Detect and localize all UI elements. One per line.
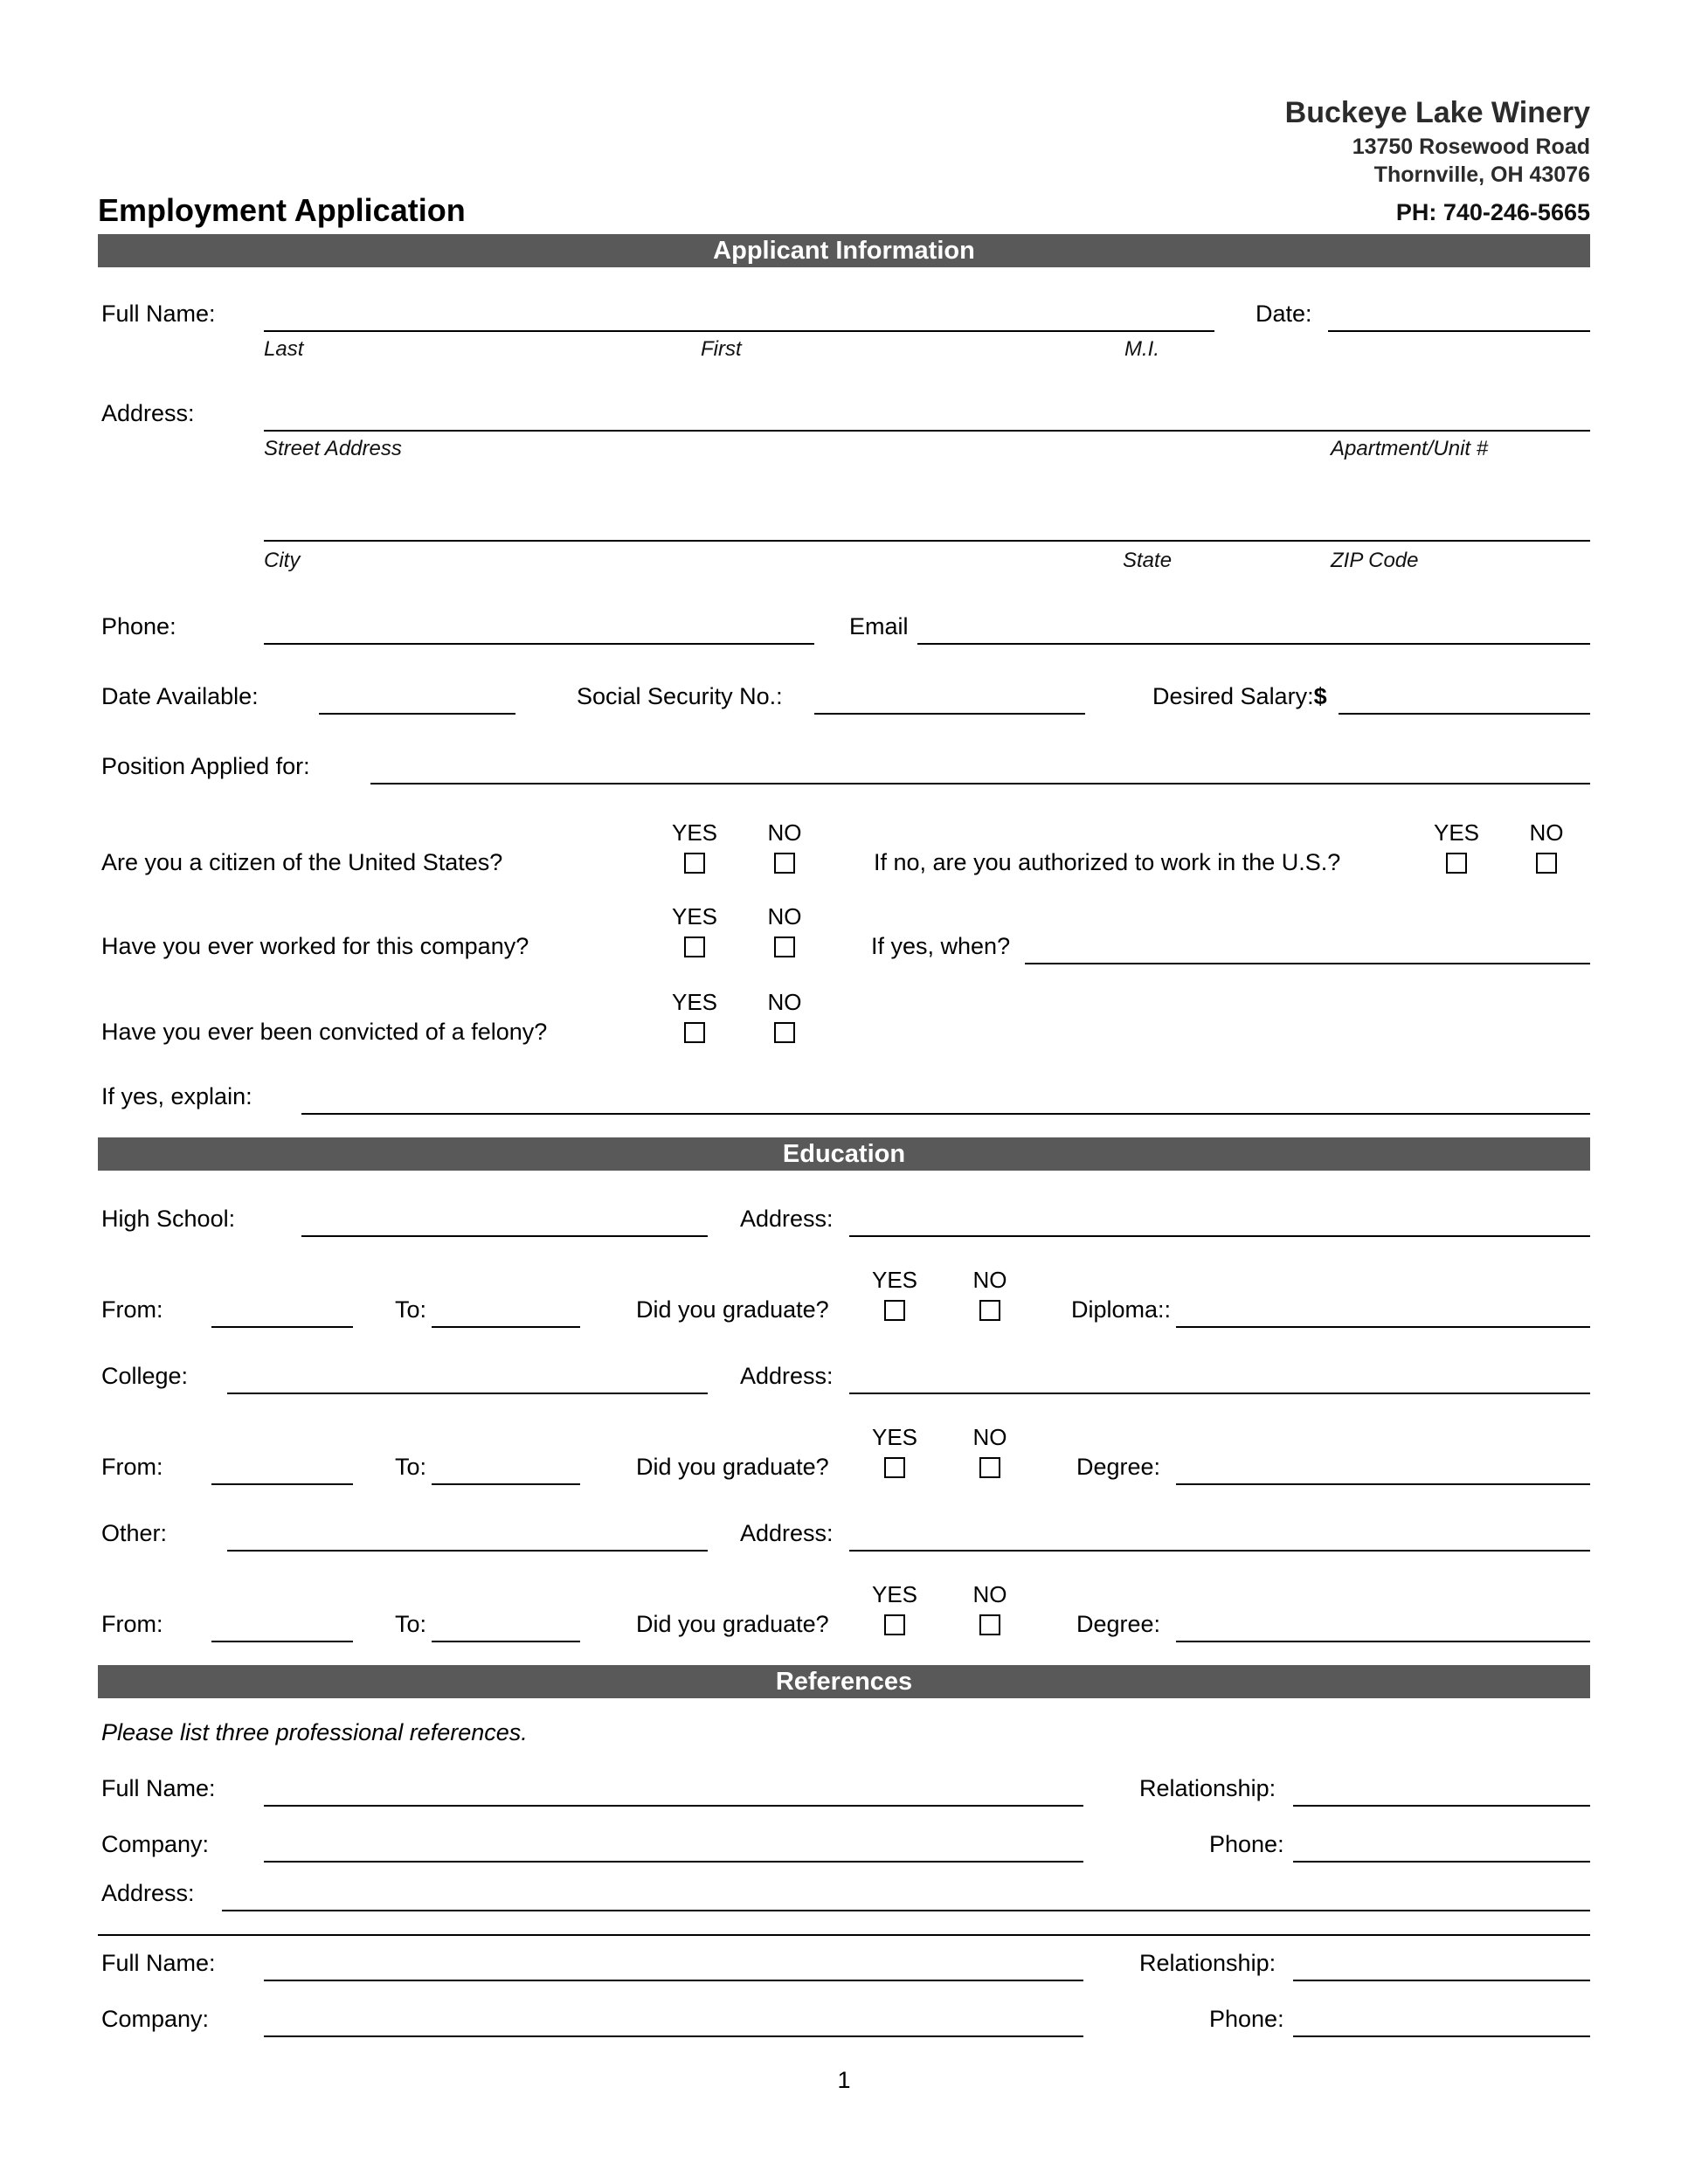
ref2-phone-line[interactable] bbox=[1293, 2035, 1590, 2037]
other-label: Other: bbox=[101, 1520, 168, 1546]
authorized-question: If no, are you authorized to work in the U.S.? bbox=[874, 849, 1341, 875]
college-from-line[interactable] bbox=[211, 1483, 353, 1485]
hs-to-label: To: bbox=[395, 1296, 427, 1323]
ssn-line[interactable] bbox=[814, 713, 1085, 715]
authorized-no-checkbox[interactable] bbox=[1536, 853, 1557, 874]
company-address-line2: Thornville, OH 43076 bbox=[1373, 162, 1590, 187]
email-line[interactable] bbox=[917, 643, 1590, 645]
when-question: If yes, when? bbox=[871, 933, 1011, 959]
other-from-line[interactable] bbox=[211, 1641, 353, 1642]
ref2-company-line[interactable] bbox=[264, 2035, 1083, 2037]
high-school-label: High School: bbox=[101, 1206, 236, 1232]
college-graduate-no-header: NO bbox=[972, 1424, 1007, 1450]
other-graduate-yes-header: YES bbox=[871, 1581, 918, 1607]
ref2-relationship-line[interactable] bbox=[1293, 1980, 1590, 1981]
phone-label: Phone: bbox=[101, 613, 176, 639]
ref1-phone-line[interactable] bbox=[1293, 1861, 1590, 1863]
felony-no-header: NO bbox=[767, 989, 802, 1015]
ref2-full-name-line[interactable] bbox=[264, 1980, 1083, 1981]
desired-salary-text: Desired Salary: bbox=[1152, 683, 1314, 709]
apartment-unit-sublabel: Apartment/Unit # bbox=[1331, 437, 1489, 460]
ref1-address-line[interactable] bbox=[222, 1910, 1590, 1911]
ref2-phone-label: Phone: bbox=[1209, 2006, 1284, 2032]
date-available-line[interactable] bbox=[319, 713, 515, 715]
section-header-references: References bbox=[98, 1665, 1590, 1698]
company-phone: PH: 740-246-5665 bbox=[1395, 199, 1590, 225]
citizen-question: Are you a citizen of the United States? bbox=[101, 849, 503, 875]
when-line[interactable] bbox=[1025, 963, 1590, 964]
high-school-address-line[interactable] bbox=[849, 1235, 1590, 1237]
citizen-yes-header: YES bbox=[671, 819, 718, 846]
college-graduate-question: Did you graduate? bbox=[636, 1454, 829, 1480]
college-to-line[interactable] bbox=[432, 1483, 580, 1485]
hs-graduate-yes-checkbox[interactable] bbox=[884, 1300, 905, 1321]
ref1-address-line-2[interactable] bbox=[98, 1934, 1590, 1936]
other-line[interactable] bbox=[227, 1550, 708, 1552]
ssn-label: Social Security No.: bbox=[577, 683, 783, 709]
authorized-yes-checkbox[interactable] bbox=[1446, 853, 1467, 874]
other-graduate-no-header: NO bbox=[972, 1581, 1007, 1607]
other-to-label: To: bbox=[395, 1611, 427, 1637]
authorized-yes-header: YES bbox=[1433, 819, 1480, 846]
college-address-label: Address: bbox=[740, 1363, 834, 1389]
felony-yes-header: YES bbox=[671, 989, 718, 1015]
college-line[interactable] bbox=[227, 1393, 708, 1394]
desired-salary-line[interactable] bbox=[1339, 713, 1590, 715]
other-graduate-question: Did you graduate? bbox=[636, 1611, 829, 1637]
city-state-zip-line[interactable] bbox=[264, 540, 1590, 542]
last-name-sublabel: Last bbox=[264, 337, 304, 361]
date-available-label: Date Available: bbox=[101, 683, 259, 709]
citizen-no-header: NO bbox=[767, 819, 802, 846]
position-applied-line[interactable] bbox=[370, 783, 1590, 784]
other-degree-label: Degree: bbox=[1076, 1611, 1161, 1637]
position-applied-label: Position Applied for: bbox=[101, 753, 310, 779]
other-degree-line[interactable] bbox=[1176, 1641, 1590, 1642]
ref2-relationship-label: Relationship: bbox=[1139, 1950, 1276, 1976]
college-label: College: bbox=[101, 1363, 189, 1389]
college-graduate-yes-header: YES bbox=[871, 1424, 918, 1450]
explain-label: If yes, explain: bbox=[101, 1083, 253, 1109]
hs-from-label: From: bbox=[101, 1296, 163, 1323]
high-school-address-label: Address: bbox=[740, 1206, 834, 1232]
state-sublabel: State bbox=[1123, 549, 1173, 572]
explain-line[interactable] bbox=[301, 1113, 1590, 1115]
felony-question: Have you ever been convicted of a felony? bbox=[101, 1019, 548, 1045]
middle-initial-sublabel: M.I. bbox=[1124, 337, 1159, 361]
city-sublabel: City bbox=[264, 549, 301, 572]
college-address-line[interactable] bbox=[849, 1393, 1590, 1394]
section-header-applicant-information: Applicant Information bbox=[98, 234, 1590, 267]
other-address-line[interactable] bbox=[849, 1550, 1590, 1552]
diploma-label: Diploma:: bbox=[1071, 1296, 1172, 1323]
worked-no-header: NO bbox=[767, 903, 802, 930]
other-graduate-yes-checkbox[interactable] bbox=[884, 1614, 905, 1635]
full-name-line[interactable] bbox=[264, 330, 1214, 332]
college-from-label: From: bbox=[101, 1454, 163, 1480]
citizen-yes-checkbox[interactable] bbox=[684, 853, 705, 874]
section-header-education: Education bbox=[98, 1137, 1590, 1171]
ref1-full-name-label: Full Name: bbox=[101, 1775, 216, 1801]
ref1-company-label: Company: bbox=[101, 1831, 210, 1857]
full-name-label: Full Name: bbox=[101, 301, 216, 327]
hs-graduate-no-checkbox[interactable] bbox=[979, 1300, 1000, 1321]
worked-question: Have you ever worked for this company? bbox=[101, 933, 529, 959]
email-label: Email bbox=[849, 613, 909, 639]
high-school-line[interactable] bbox=[301, 1235, 708, 1237]
other-graduate-no-checkbox[interactable] bbox=[979, 1614, 1000, 1635]
college-to-label: To: bbox=[395, 1454, 427, 1480]
company-name: Buckeye Lake Winery bbox=[1284, 96, 1590, 129]
other-from-label: From: bbox=[101, 1611, 163, 1637]
hs-graduate-no-header: NO bbox=[972, 1267, 1007, 1293]
hs-from-line[interactable] bbox=[211, 1326, 353, 1328]
ref2-full-name-label: Full Name: bbox=[101, 1950, 216, 1976]
hs-graduate-question: Did you graduate? bbox=[636, 1296, 829, 1323]
references-note: Please list three professional references. bbox=[101, 1719, 528, 1745]
worked-yes-header: YES bbox=[671, 903, 718, 930]
ref1-company-line[interactable] bbox=[264, 1861, 1083, 1863]
street-address-line[interactable] bbox=[264, 430, 1590, 432]
college-degree-label: Degree: bbox=[1076, 1454, 1161, 1480]
date-label: Date: bbox=[1256, 301, 1312, 327]
hs-to-line[interactable] bbox=[432, 1326, 580, 1328]
hs-graduate-yes-header: YES bbox=[871, 1267, 918, 1293]
diploma-line[interactable] bbox=[1176, 1326, 1590, 1328]
date-line[interactable] bbox=[1328, 330, 1590, 332]
authorized-no-header: NO bbox=[1529, 819, 1564, 846]
felony-yes-checkbox[interactable] bbox=[684, 1022, 705, 1043]
other-address-label: Address: bbox=[740, 1520, 834, 1546]
ref1-relationship-line[interactable] bbox=[1293, 1805, 1590, 1807]
college-graduate-no-checkbox[interactable] bbox=[979, 1457, 1000, 1478]
ref1-address-label: Address: bbox=[101, 1880, 195, 1906]
worked-yes-checkbox[interactable] bbox=[684, 936, 705, 957]
address-label: Address: bbox=[101, 400, 195, 426]
zip-code-sublabel: ZIP Code bbox=[1331, 549, 1419, 572]
college-degree-line[interactable] bbox=[1176, 1483, 1590, 1485]
street-address-sublabel: Street Address bbox=[264, 437, 402, 460]
college-graduate-yes-checkbox[interactable] bbox=[884, 1457, 905, 1478]
ref2-company-label: Company: bbox=[101, 2006, 210, 2032]
citizen-no-checkbox[interactable] bbox=[774, 853, 795, 874]
first-name-sublabel: First bbox=[701, 337, 742, 361]
ref1-relationship-label: Relationship: bbox=[1139, 1775, 1276, 1801]
desired-salary-label bbox=[1152, 683, 1327, 710]
felony-no-checkbox[interactable] bbox=[774, 1022, 795, 1043]
worked-no-checkbox[interactable] bbox=[774, 936, 795, 957]
company-address-line1: 13750 Rosewood Road bbox=[1352, 135, 1590, 159]
ref1-full-name-line[interactable] bbox=[264, 1805, 1083, 1807]
phone-line[interactable] bbox=[264, 643, 814, 645]
page-number: 1 bbox=[837, 2067, 851, 2093]
ref1-phone-label: Phone: bbox=[1209, 1831, 1284, 1857]
other-to-line[interactable] bbox=[432, 1641, 580, 1642]
form-title: Employment Application bbox=[98, 192, 466, 228]
dollar-sign: $ bbox=[1313, 683, 1327, 709]
